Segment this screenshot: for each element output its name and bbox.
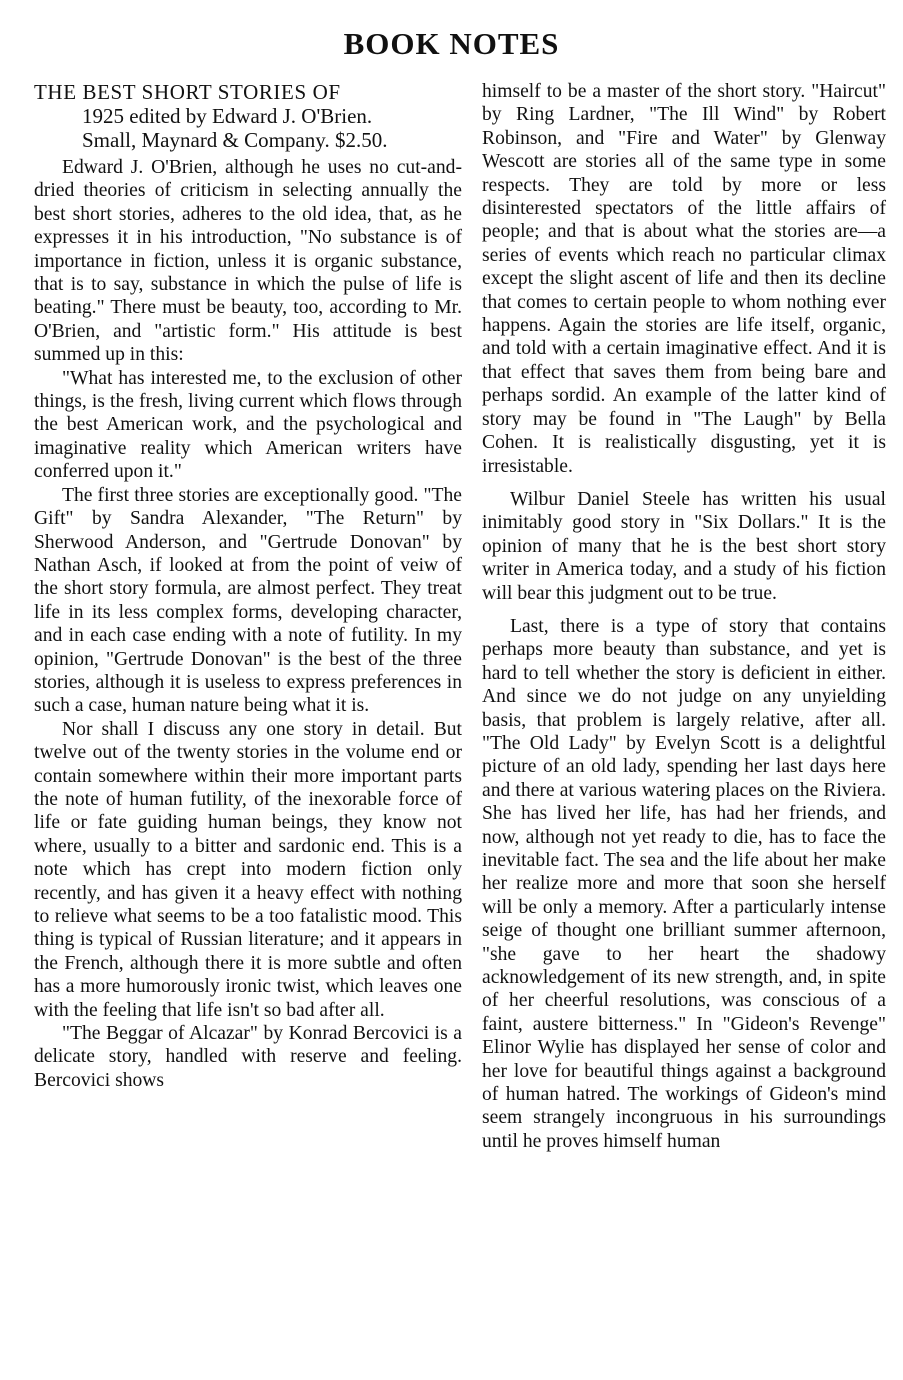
review-paragraph: Nor shall I discuss any one story in detail. But twelve out of the twenty stories in the volume end or contain somewhere within their more important parts the note of human futility, of the inexorable force of life or fate guiding human beings, they know not where, usually to a bitter and sardonic end. This is a note which has crept into modern fiction only recently, and has given it a heavy effect with nothing to relieve what seems to be a too fatalistic mood. This thing is typical of Russian literature; and it appears in the French, although there it is more subtle and often has a more humorously ironic twist, which leaves one with the feeling that life isn't so bad after all. [34, 718, 462, 1021]
review-paragraph: Last, there is a type of story that contains perhaps more beauty than substance, and yet is hard to tell whether the story is deficient in either. And since we do not judge on any unyielding basis, that problem is largely relative, after all. "The Old Lady" by Evelyn Scott is a delightful picture of an old lady, spending her last days here and there at various watering places on the Riviera. She has lived her life, has had her friends, and now, although not yet ready to die, has to face the inevitable fact. The sea and the life about her make her realize more and more that soon she herself will be only a memory. After a particularly intense seige of thought one brilliant summer afternoon, "she gave to her heart the shadowy acknowledgement of its new strength, and, in spite of her cheerful resolutions, was conscious of a faint, austere bitterness." In "Gideon's Revenge" Elinor Wylie has displayed her sense of color and her love for beautiful things against a background of human hatred. The workings of Gideon's mind seem strangely incongruous in his surroundings until he proves himself human [482, 615, 886, 1152]
book-title: THE BEST SHORT STORIES OF [34, 80, 341, 104]
review-quote: "What has interested me, to the exclusion of other things, is the fresh, living current which flows through the best American work, and the psychological and imaginative reality which American writers have conferred upon it." [34, 367, 462, 483]
right-column [482, 80, 886, 1153]
review-paragraph: himself to be a master of the short story. "Haircut" by Ring Lardner, "The Ill Wind" by Robert Robinson, and "Fire and Water" by Glenway Wescott are stories all of the same type in some respects. They are told by more or less disinterested spectators of the little affairs of people; and that is about what the stories are—a series of events which reach no particular climax except the slight ascent of life and then its decline that comes to certain people to whom nothing ever happens. Again the stories are life itself, organic, and told with a certain imaginative effect. And it is that effect that saves them from being bare and perhaps sordid. An example of the latter kind of story may be found in "The Laugh" by Bella Cohen. It is realistically disgusting, yet it is irresistable. [482, 81, 886, 477]
review-heading [34, 80, 462, 152]
review-paragraph: Edward J. O'Brien, although he uses no cut-and-dried theories of criticism in selecting annually the best short stories, adheres to the old idea, that, as he expresses it in his introduction, "No substance is of importance in fiction, unless it is organic substance, that is to say, substance in which the pulse of life is beating." There must be beauty, too, according to Mr. O'Brien, and "artistic form." His attitude is best summed up in this: [34, 157, 462, 366]
page-title: BOOK NOTES [343, 26, 560, 61]
book-editor-line: 1925 edited by Edward J. O'Brien. [82, 104, 373, 128]
left-column [34, 80, 462, 1092]
review-paragraph: Wilbur Daniel Steele has written his usual inimitably good story in "Six Dollars." It is the opinion of many that he is the best short story writer in America today, and a study of his fiction will bear this judgment out to be true. [482, 488, 886, 604]
review-paragraph: "The Beggar of Alcazar" by Konrad Bercovici is a delicate story, handled with reserve and feeling. Bercovici shows [34, 1023, 462, 1091]
book-publisher-price: Small, Maynard & Company. $2.50. [82, 128, 388, 152]
review-paragraph: The first three stories are exceptionally good. "The Gift" by Sandra Alexander, "The Return" by Sherwood Anderson, and "Gertrude Donovan" by Nathan Asch, if looked at from the point of veiw of the short story formula, are almost perfect. They treat life in its less complex forms, developing character, and in each case ending with a note of futility. In my opinion, "Gertrude Donovan" is the best of the three stories, although it is useless to express preferences in such a case, human nature being what it is. [34, 484, 462, 717]
